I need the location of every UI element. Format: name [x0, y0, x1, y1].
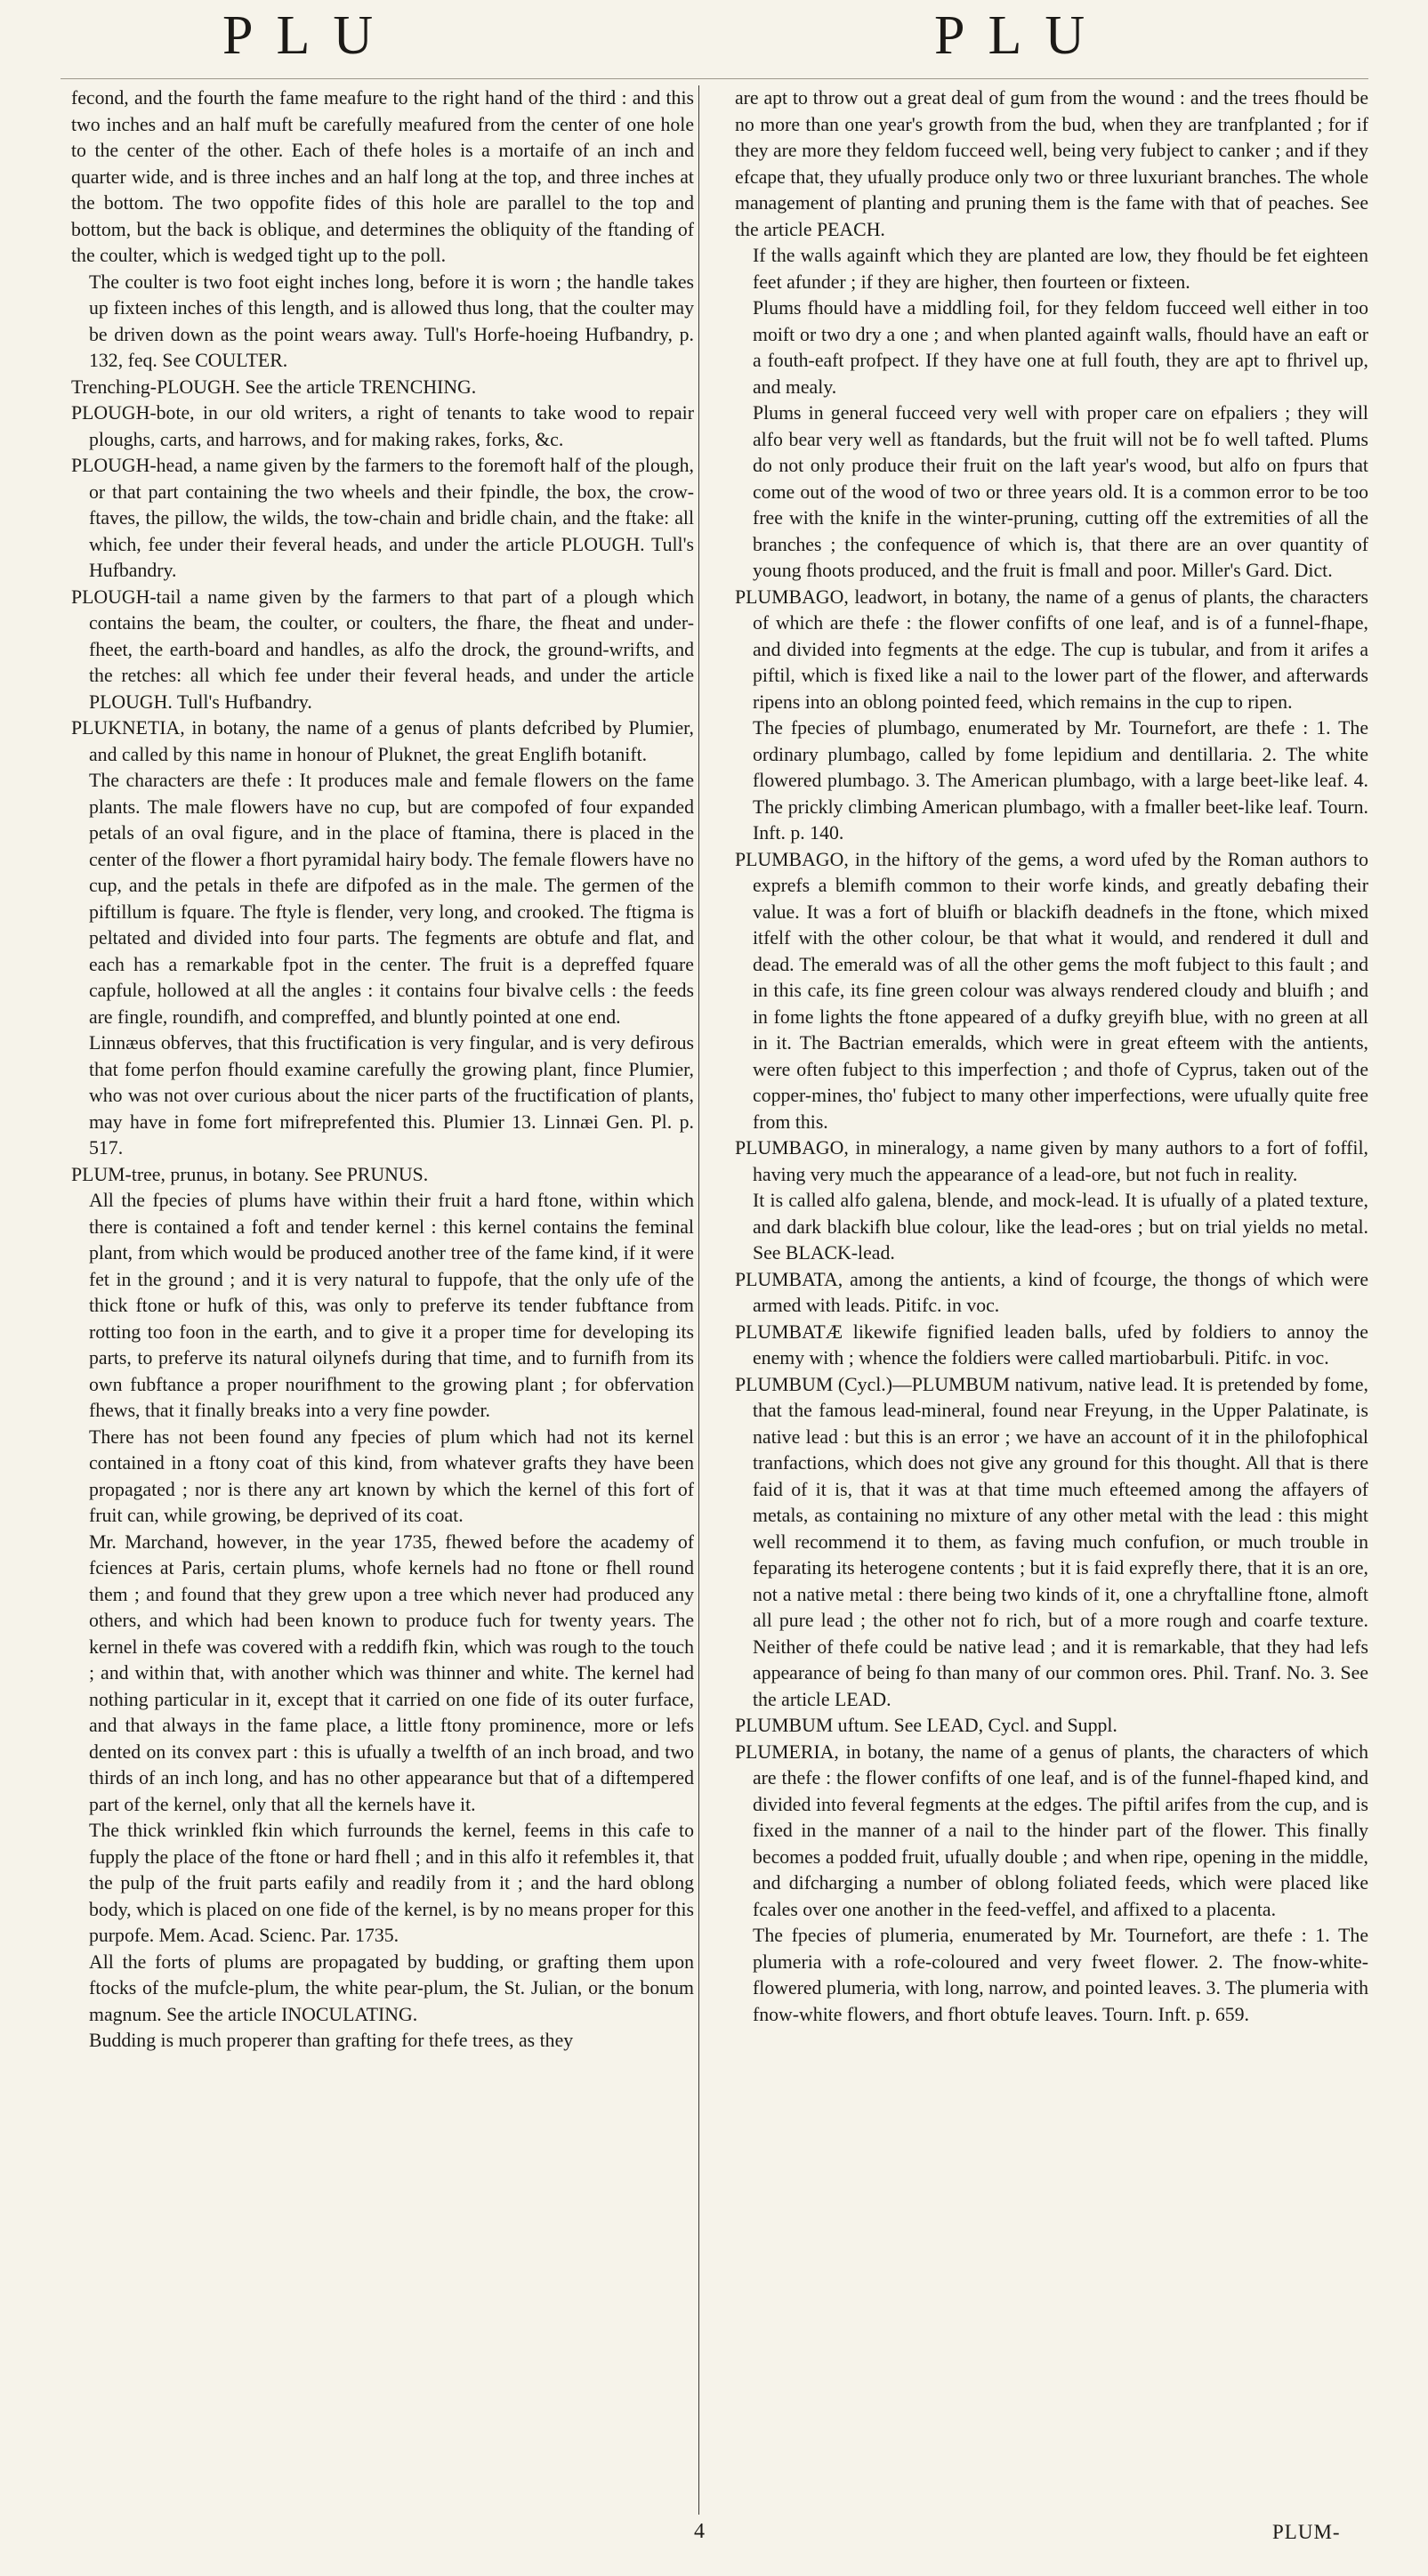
- paragraph: PLUMBAGO, in the hiftory of the gems, a word ufed by the Roman authors to exprefs a blemifh common to their worfe kinds, and greatly debafing their value. It was a fort of bluifh or blackifh deadnefs in the ftone, which mixed itfelf with the other colour, be that what it would, and rendered it dull and dead. The emerald was of all the other gems the moft fubject to this fault ; and in this cafe, its fine green colour was always rendered cloudy and bluifh ; and in fome lights the ftone appeared of a dufky greyifh blue, with no green at all in it. The Bactrian emeralds, which were in great efteem with the antients, were often fubject to this imperfection ; and thofe of Cyprus, taken out of the copper-mines, tho' fubject to many other imperfections, were ufually quite free from this.: [735, 848, 1368, 1133]
- right-column: [735, 85, 1368, 2028]
- paragraph: PLUMBATA, among the antients, a kind of fcourge, the thongs of which were armed with leads. Pitifc. in voc.: [735, 1268, 1368, 1316]
- paragraph: PLUMBAGO, leadwort, in botany, the name of a genus of plants, the characters of which are thefe : the flower confifts of one leaf, and is of a funnel-fhape, and divided into fegments at the edge. The cup is tubular, and from it arifes a piftil, which is fixed like a nail to the lower part of the flower, and afterwards ripens into an oblong pointed feed, which remains in the cup to ripen.: [735, 585, 1368, 713]
- paragraph: The fpecies of plumeria, enumerated by Mr. Tournefort, are thefe : 1. The plumeria with a rofe-coloured and very fweet flower. 2. The fnow-white-flowered plumeria, with long, narrow, and pointed leaves. 3. The plumeria with fnow-white flowers, and fhort obtufe leaves. Tourn. Inft. p. 659.: [753, 1925, 1368, 2025]
- running-head-left: PLU: [222, 5, 397, 66]
- catchword: PLUM-: [1272, 2521, 1341, 2543]
- paragraph: PLUMBUM (Cycl.)—PLUMBUM nativum, native lead. It is pretended by fome, that the famous lead-mineral, found near Freyung, in the Upper Palatinate, is native lead : but this is an error ; we have an account of it in the philofophical tranfactions, which does not give any ground for this thought. All that is there faid of it is, that it was at that time much efteemed among the affayers of metals, as containing no mixture of any other metal with the lead : this might well recommend it to them, as faving much confufion, or much trouble in feparating its heterogene contents ; but it is faid exprefly there, that it is an ore, not a native metal : there being two kinds of it, one a chryftalline ftone, almoft all pure lead ; the other not fo rich, but of a more rough and coarfe texture. Neither of thefe could be native lead ; and it is remarkable, that they had lefs appearance of being fo than many of our common ores. Phil. Tranf. No. 3. See the article LEAD.: [735, 1373, 1368, 1710]
- paragraph: Plums in general fucceed very well with proper care on efpaliers ; they will alfo bear very well as ftandards, but the fruit will not be fo well tafted. Plums do not only produce their fruit on the laft year's wood, but alfo on fpurs that come out of the wood of two or three years old. It is a common error to be too free with the knife in the winter-pruning, cutting off the extremities of all the branches ; the confequence of which is, that there are an over quantity of young fhoots produced, and the fruit is fmall and poor. Miller's Gard. Dict.: [753, 402, 1368, 581]
- paragraph: The characters are thefe : It produces male and female flowers on the fame plants. The male flowers have no cup, but are compofed of four expanded petals of an oval figure, and in the place of ftamina, there is placed in the center of the flower a fhort pyramidal hairy body. The female flowers have no cup, and the petals in thefe are difpofed as in the male. The germen of the piftillum is fquare. The ftyle is flender, very long, and crooked. The ftigma is peltated and divided into four parts. The fegments are obtufe and flat, and each has a remarkable fpot in the center. The fruit is a depreffed fquare capfule, hollowed at all the angles : it contains four bivalve cells : the feeds are fingle, roundifh, and compreffed, and bluntly pointed at one end.: [89, 770, 694, 1028]
- paragraph: All the fpecies of plums have within their fruit a hard ftone, within which there is contained a foft and tender kernel : this kernel contains the feminal plant, from which would be produced another tree of the fame kind, if it were fet in the ground ; and it is very natural to fuppofe, that the only ufe of the thick ftone or hufk of this, was only to preferve its tender fubftance from rotting too foon in the earth, and to give it a proper time for developing its parts, to preferve its natural oilynefs during that time, and to furnifh from its own fubftance a proper nourifhment to the growing plant ; for obfervation fhews, that it finally breaks into a very fine powder.: [89, 1190, 694, 1421]
- header-rule: [61, 78, 1368, 79]
- paragraph: are apt to throw out a great deal of gum from the wound : and the trees fhould be no more than one year's growth from the bud, when they are tranfplanted ; for if they are more they feldom fucceed well, being very fubject to canker ; and if they efcape that, they ufually produce only two or three luxuriant branches. The whole management of planting and pruning them is the fame with that of peaches. See the article PEACH.: [735, 87, 1368, 240]
- paragraph: If the walls againft which they are planted are low, they fhould be fet eighteen feet afunder ; if they are higher, then fourteen or fixteen.: [753, 245, 1368, 293]
- paragraph: PLUM-tree, prunus, in botany. See PRUNUS.: [71, 1163, 429, 1185]
- paragraph: Budding is much properer than grafting for thefe trees, as they: [89, 2030, 574, 2051]
- paragraph: PLOUGH-tail a name given by the farmers to that part of a plough which contains the beam, the coulter, or coulters, the fhare, the fheat and under-fheet, the earth-board and handles, as alfo the drock, the ground-wrifts, and the retches: all which fee under their feveral heads, and under the article PLOUGH. Tull's Hufbandry.: [71, 585, 694, 713]
- paragraph: There has not been found any fpecies of plum which had not its kernel contained in a ftony coat of this kind, from whatever grafts they have been propagated ; nor is there any art known by which the kernel of this fort of fruit can, while growing, be deprived of its coat.: [89, 1425, 694, 1526]
- page-folio: 4: [694, 2520, 705, 2543]
- paragraph: It is called alfo galena, blende, and mock-lead. It is ufually of a plated texture, and dark blackifh blue colour, like the lead-ores ; but on trial yields no metal. See BLACK-lead.: [753, 1190, 1368, 1264]
- paragraph: Trenching-PLOUGH. See the article TRENCHING.: [71, 375, 477, 398]
- paragraph: The fpecies of plumbago, enumerated by Mr. Tournefort, are thefe : 1. The ordinary plumbago, called by fome lepidium and dentillaria. 2. The white flowered plumbago. 3. The American plumbago, with a large beet-like leaf. 4. The prickly climbing American plumbago, with a fmaller beet-like leaf. Tourn. Inft. p. 140.: [753, 717, 1368, 844]
- paragraph: PLOUGH-bote, in our old writers, a right of tenants to take wood to repair ploughs, carts, and harrows, and for making rakes, forks, &c.: [71, 402, 694, 450]
- left-column: [71, 85, 694, 2055]
- paragraph: PLUMBATÆ likewife fignified leaden balls, ufed by foldiers to annoy the enemy with ; whence the foldiers were called martiobarbuli. Pitifc. in voc.: [735, 1320, 1368, 1369]
- paragraph: fecond, and the fourth the fame meafure to the right hand of the third : and this two inches and an half muft be carefully meafured from the center of one hole to the center of the other. Each of thefe holes is a mortaife of an inch and quarter wide, and is three inches and an half long at the top, and three inches at the bottom. The two oppofite fides of this hole are parallel to the top and bottom, but the back is oblique, and determines the obliquity of the ftanding of the coulter, which is wedged tight up to the poll.: [71, 87, 694, 266]
- paragraph: Linnæus obferves, that this fructification is very fingular, and is very defirous that fome perfon fhould examine carefully the growing plant, fince Plumier, who was not over curious about the nicer parts of the fructification of plants, may have in fome fort mifreprefented this. Plumier 13. Linnæi Gen. Pl. p. 517.: [89, 1032, 694, 1159]
- paragraph: PLUMBUM uftum. See LEAD, Cycl. and Suppl.: [735, 1715, 1117, 1736]
- paragraph: PLUMBAGO, in mineralogy, a name given by many authors to a fort of foffil, having very much the appearance of a lead-ore, but not fuch in reality.: [735, 1137, 1368, 1185]
- paragraph: The coulter is two foot eight inches long, before it is worn ; the handle takes up fixteen inches of this length, and is allowed thus long, that the coulter may be driven down as the point wears away. Tull's Horfe-hoeing Hufbandry, p. 132, feq. See COULTER.: [89, 271, 694, 371]
- paragraph: PLUKNETIA, in botany, the name of a genus of plants defcribed by Plumier, and called by this name in honour of Pluknet, the great Englifh botanift.: [71, 717, 694, 765]
- paragraph: PLUMERIA, in botany, the name of a genus of plants, the characters of which are thefe : the flower confifts of one leaf, and is of the funnel-fhaped kind, and divided into feveral fegments at the edges. The piftil arifes from the cup, and is fixed in the manner of a nail to the hinder part of the flower. This finally becomes a podded fruit, ufually double ; and when ripe, opening in the middle, and difcharging a number of oblong foliated feeds, which were placed like fcales over one another in the feed-veffel, and affixed to a placenta.: [735, 1740, 1368, 1920]
- paragraph: PLOUGH-head, a name given by the farmers to the foremoft half of the plough, or that part containing the two wheels and their fpindle, the box, the crow-ftaves, the pillow, the wilds, the tow-chain and bridle chain, and the ftake: all which, fee under their feveral heads, and under the article PLOUGH. Tull's Hufbandry.: [71, 455, 694, 581]
- paragraph: All the forts of plums are propagated by budding, or grafting them upon ftocks of the mufcle-plum, the white pear-plum, the St. Julian, or the bonum magnum. See the article INOCULATING.: [89, 1950, 694, 2025]
- paragraph: Plums fhould have a middling foil, for they feldom fucceed well either in too moift or two dry a one ; and when planted againft walls, fhould have an eaft or a fouth-eaft profpect. If they have one at full fouth, they are apt to fhrivel up, and mealy.: [753, 297, 1368, 398]
- running-head-right: PLU: [934, 5, 1109, 66]
- paragraph: Mr. Marchand, however, in the year 1735, fhewed before the academy of fciences at Paris, certain plums, whofe kernels had no ftone or fhell round them ; and found that they grew upon a tree which never had produced any others, and which had been known to produce fuch for twenty years. The kernel in thefe was covered with a reddifh fkin, which was rough to the touch ; and within that, with another which was thinner and white. The kernel had nothing particular in it, except that it carried on one fide of its outer furface, and that always in the fame place, a little ftony prominence, more or lefs dented on its convex part : this is ufually a twelfth of an inch broad, and two thirds of an inch long, and has no other appearance but that of a diftempered part of the kernel, only that all the kernels have it.: [89, 1530, 694, 1815]
- column-divider: [698, 85, 699, 2515]
- paragraph: The thick wrinkled fkin which furrounds the kernel, feems in this cafe to fupply the place of the ftone or hard fhell ; and in this alfo it refembles it, that the pulp of the fruit parts eafily and readily from it ; and the hard oblong body, which is placed on one fide of the kernel, is by no means proper for this purpofe. Mem. Acad. Scienc. Par. 1735.: [89, 1820, 694, 1946]
